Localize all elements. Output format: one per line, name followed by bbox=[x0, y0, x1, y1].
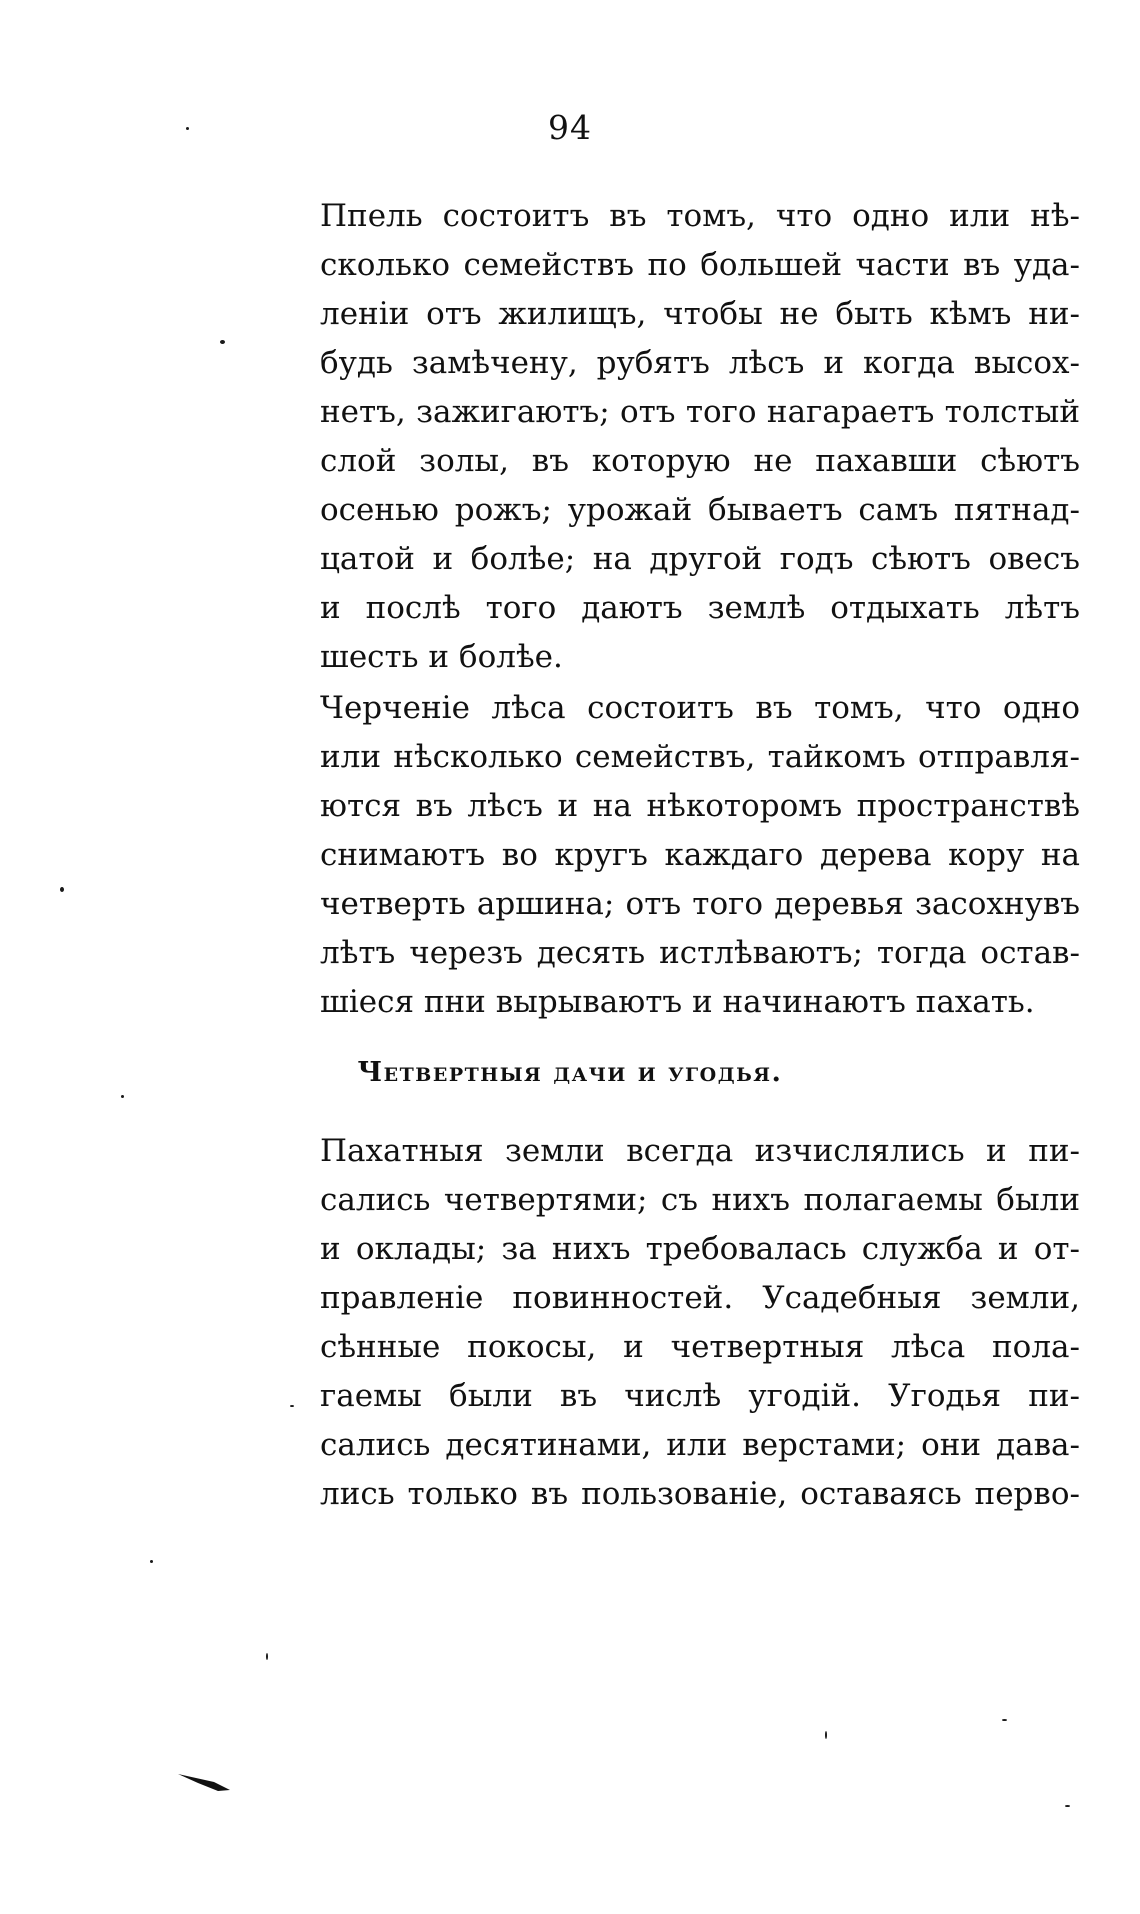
scan-speck bbox=[121, 1095, 124, 1098]
text-line: ются въ лѣсъ и на нѣкоторомъ пространствѣ bbox=[320, 788, 1080, 824]
text-line: леніи отъ жилищъ, чтобы не быть кѣмъ ни- bbox=[320, 296, 1080, 332]
text-line: Черченіе лѣса состоитъ въ томъ, что одно bbox=[320, 690, 1080, 726]
text-line: лись только въ пользованіе, оставаясь перво- bbox=[320, 1476, 1080, 1512]
text-line: нетъ, зажигаютъ; отъ того нагараетъ толстый bbox=[320, 394, 1080, 430]
text-line: снимаютъ во кругъ каждаго дерева кору на bbox=[320, 837, 1080, 873]
text-line: сались десятинами, или верстами; они дава- bbox=[320, 1427, 1080, 1463]
text-line: цатой и болѣе; на другой годъ сѣютъ овесъ bbox=[320, 541, 1080, 577]
scan-speck bbox=[60, 887, 64, 892]
text-line: лѣтъ черезъ десять истлѣваютъ; тогда остав- bbox=[320, 935, 1080, 971]
text-line: или нѣсколько семействъ, тайкомъ отправля- bbox=[320, 739, 1080, 775]
scan-speck bbox=[1002, 1719, 1007, 1721]
paragraph-3 bbox=[320, 1127, 1080, 1519]
text-line: гаемы были въ числѣ угодій. Угодья пи- bbox=[320, 1378, 1080, 1414]
paragraph-1 bbox=[320, 192, 1080, 682]
paragraph-2 bbox=[320, 684, 1080, 1027]
scan-speck bbox=[290, 1405, 294, 1407]
text-line: слой золы, въ которую не пахавши сѣютъ bbox=[320, 443, 1080, 479]
text-line: шесть и болѣе. bbox=[320, 639, 563, 675]
text-line: шіеся пни вырываютъ и начинаютъ пахать. bbox=[320, 984, 1035, 1020]
text-line: Ппель состоитъ въ томъ, что одно или нѣ- bbox=[320, 198, 1080, 234]
text-line: будь замѣчену, рубятъ лѣсъ и когда высох- bbox=[320, 345, 1080, 381]
text-line: четверть аршина; отъ того деревья засохнувъ bbox=[320, 886, 1080, 922]
ink-smudge-icon bbox=[178, 1772, 232, 1792]
scan-speck bbox=[150, 1560, 153, 1563]
text-line: и оклады; за нихъ требовалась служба и от- bbox=[320, 1231, 1080, 1267]
text-line: и послѣ того даютъ землѣ отдыхать лѣтъ bbox=[320, 590, 1080, 626]
text-line: правленіе повинностей. Усадебныя земли, bbox=[320, 1280, 1080, 1316]
page-number: 94 bbox=[548, 108, 592, 147]
text-line: Пахатныя земли всегда изчислялись и пи- bbox=[320, 1133, 1080, 1169]
text-line: сколько семействъ по большей части въ уда- bbox=[320, 247, 1080, 283]
text-line: сались четвертями; съ нихъ полагаемы были bbox=[320, 1182, 1080, 1218]
scan-speck bbox=[220, 340, 225, 344]
scan-speck bbox=[825, 1731, 827, 1739]
scan-speck bbox=[266, 1653, 268, 1660]
scan-speck bbox=[1065, 1805, 1070, 1807]
section-heading: Четвертныя дачи и угодья. bbox=[357, 1057, 783, 1088]
scan-speck bbox=[186, 127, 189, 130]
text-line: осенью рожъ; урожай бываетъ самъ пятнад- bbox=[320, 492, 1080, 528]
text-line: сѣнные покосы, и четвертныя лѣса пола- bbox=[320, 1329, 1080, 1365]
